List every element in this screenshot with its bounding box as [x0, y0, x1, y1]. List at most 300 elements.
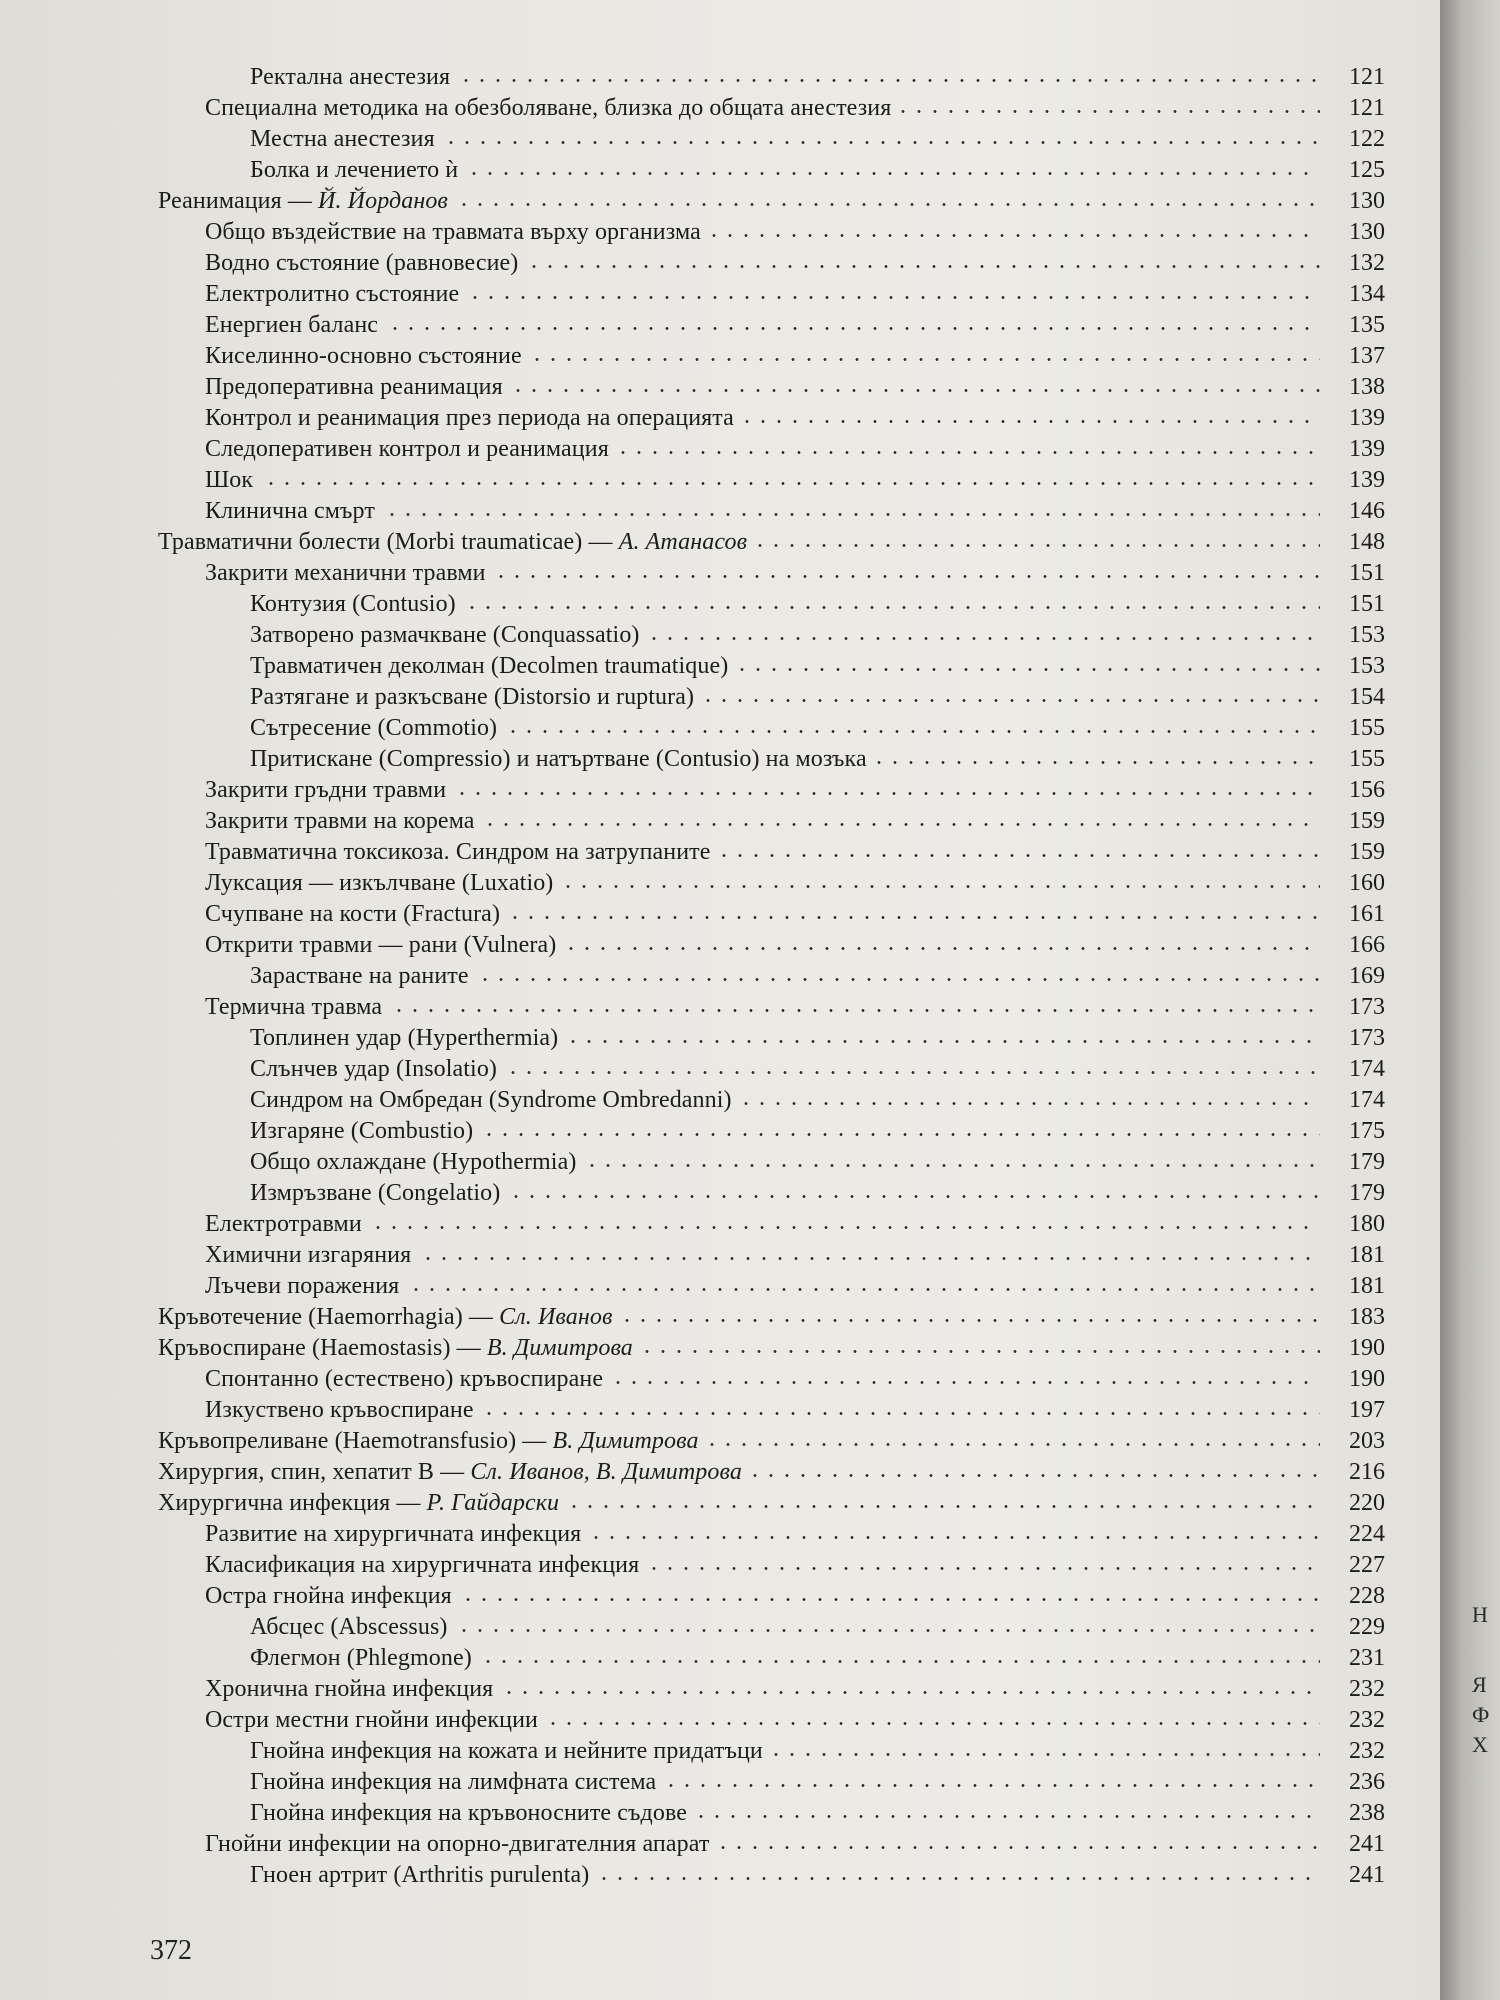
toc-entry-title-text: Болка и лечението ѝ — [250, 157, 459, 183]
toc-entry — [0, 1612, 1440, 1642]
next-page-letter: Х — [1472, 1732, 1488, 1757]
toc-entry — [0, 806, 1440, 836]
toc-dot-leader — [384, 513, 1320, 516]
toc-entry-author: В. Димитрова — [486, 1335, 633, 1361]
toc-entry-title-text: Флегмон (Phlegmone) — [250, 1645, 472, 1671]
toc-entry-page: 224 — [1349, 1521, 1385, 1547]
toc-entry-page: 155 — [1349, 746, 1385, 772]
toc-dot-leader — [482, 823, 1320, 826]
toc-dot-leader — [566, 1505, 1320, 1508]
toc-dot-leader — [706, 234, 1320, 237]
toc-entry-page: 125 — [1349, 157, 1385, 183]
toc-entry-title — [250, 1767, 656, 1797]
toc-entry-page: 181 — [1349, 1242, 1385, 1268]
toc-entry-title-text: Общо въздействие на травмата върху организма — [205, 219, 701, 245]
toc-entry-page: 146 — [1349, 498, 1385, 524]
toc-entry-title — [158, 1333, 633, 1363]
toc-dot-leader — [596, 1877, 1320, 1880]
toc-entry — [0, 1488, 1440, 1518]
toc-entry-title — [205, 930, 556, 960]
toc-entry — [0, 1705, 1440, 1735]
toc-entry-title — [250, 1085, 732, 1115]
toc-entry-page: 241 — [1349, 1862, 1385, 1888]
toc-entry-title-text: Спонтанно (естествено) кръвоспиране — [205, 1366, 604, 1392]
toc-dot-leader — [560, 885, 1320, 888]
toc-dot-leader — [460, 1598, 1320, 1601]
toc-dot-leader — [526, 265, 1320, 268]
toc-dot-leader — [464, 606, 1320, 609]
toc-dot-leader — [545, 1722, 1320, 1725]
toc-dot-leader — [752, 544, 1320, 547]
toc-entry-title — [205, 93, 891, 123]
toc-entry-title-text: Лъчеви поражения — [205, 1273, 400, 1299]
toc-dot-leader — [563, 947, 1320, 950]
toc-entry-title-text: Водно състояние (равновесие) — [205, 250, 519, 276]
toc-entry-page: 121 — [1349, 95, 1385, 121]
toc-entry-page: 151 — [1349, 560, 1385, 586]
toc-entry — [0, 1395, 1440, 1425]
toc-entry-title-text: Притискане (Compressio) и натъртване (Contusio) на мозъка — [250, 746, 867, 772]
toc-entry-title-text: Кръвопреливане (Haemotransfusio) — — [158, 1428, 553, 1454]
toc-entry-title-text: Травматични болести (Morbi traumaticae) — — [158, 529, 619, 555]
toc-entry-page: 232 — [1349, 1738, 1385, 1764]
page-number: 372 — [150, 1935, 192, 1966]
toc-entry — [0, 465, 1440, 495]
next-page-letter: Н — [1472, 1602, 1488, 1627]
toc-entry — [0, 372, 1440, 402]
toc-dot-leader — [391, 1009, 1320, 1012]
toc-entry-title — [205, 279, 459, 309]
toc-entry — [0, 837, 1440, 867]
toc-entry-title — [250, 62, 450, 92]
toc-dot-leader — [615, 451, 1320, 454]
toc-entry-title-text: Топлинен удар (Hyperthermia) — [250, 1025, 559, 1051]
toc-entry-title-text: Кръвотечение (Haemorrhagia) — — [158, 1304, 500, 1330]
toc-entry-page: 228 — [1349, 1583, 1385, 1609]
toc-entry-page: 229 — [1349, 1614, 1385, 1640]
toc-entry — [0, 186, 1440, 216]
toc-entry — [0, 930, 1440, 960]
toc-entry-title — [205, 1395, 474, 1425]
toc-entry — [0, 775, 1440, 805]
toc-entry-page: 155 — [1349, 715, 1385, 741]
toc-entry-title — [250, 155, 458, 185]
toc-entry-title — [205, 775, 446, 805]
toc-dot-leader — [700, 699, 1320, 702]
toc-entry-title-text: Закрити механични травми — [205, 560, 486, 586]
toc-entry — [0, 93, 1440, 123]
toc-entry — [0, 527, 1440, 557]
toc-entry-title — [250, 1116, 473, 1146]
toc-entry-title-text: Контрол и реанимация през периода на операцията — [205, 405, 734, 431]
toc-entry-page: 159 — [1349, 839, 1385, 865]
toc-dot-leader — [610, 1381, 1320, 1384]
toc-entry-title-text: Енергиен баланс — [205, 312, 379, 338]
toc-entry-title-text: Травматичен деколман (Decolmen traumatique) — [250, 653, 729, 679]
toc-dot-leader — [693, 1815, 1320, 1818]
toc-entry-title — [205, 310, 378, 340]
toc-entry-title — [250, 682, 694, 712]
toc-entry-page: 166 — [1349, 932, 1385, 958]
toc-entry-page: 203 — [1349, 1428, 1385, 1454]
toc-dot-leader — [508, 1195, 1320, 1198]
toc-dot-leader — [477, 978, 1320, 981]
toc-entry — [0, 1550, 1440, 1580]
toc-dot-leader — [768, 1753, 1320, 1756]
toc-entry-page: 175 — [1349, 1118, 1385, 1144]
toc-entry-title-text: Счупване на кости (Fractura) — [205, 901, 501, 927]
toc-entry-title — [250, 124, 435, 154]
toc-entry-title-text: Абсцес (Abscessus) — [250, 1614, 448, 1640]
toc-entry — [0, 558, 1440, 588]
toc-entry-title — [205, 1705, 538, 1735]
toc-entry — [0, 651, 1440, 681]
toc-entry-page: 151 — [1349, 591, 1385, 617]
toc-entry-title — [205, 1550, 639, 1580]
toc-entry-title — [205, 1829, 709, 1859]
toc-entry — [0, 310, 1440, 340]
toc-entry-page: 231 — [1349, 1645, 1385, 1671]
toc-entry — [0, 1519, 1440, 1549]
toc-entry-title-text: Хирургия, спин, хепатит B — — [158, 1459, 471, 1485]
toc-entry-title — [205, 496, 375, 526]
toc-entry-page: 181 — [1349, 1273, 1385, 1299]
toc-entry-title-text: Закрити травми на корема — [205, 808, 475, 834]
toc-entry-title — [205, 1519, 581, 1549]
toc-entry-title — [205, 341, 522, 371]
toc-entry-title — [205, 1581, 452, 1611]
toc-entry-title — [205, 1271, 399, 1301]
toc-entry-title-text: Шок — [205, 467, 254, 493]
toc-entry-page: 153 — [1349, 622, 1385, 648]
toc-entry-title — [205, 558, 486, 588]
toc-dot-leader — [584, 1164, 1320, 1167]
toc-entry-title-text: Хронична гнойна инфекция — [205, 1676, 494, 1702]
toc-entry-title — [250, 620, 640, 650]
toc-entry — [0, 1271, 1440, 1301]
toc-entry — [0, 1643, 1440, 1673]
toc-entry — [0, 1240, 1440, 1270]
toc-entry — [0, 248, 1440, 278]
toc-entry-title-text: Синдром на Омбредан (Syndrome Ombredanni) — [250, 1087, 732, 1113]
toc-entry-page: 232 — [1349, 1676, 1385, 1702]
book-gutter — [1440, 0, 1500, 2000]
toc-entry-title-text: Измръзване (Congelatio) — [250, 1180, 501, 1206]
toc-entry-title-text: Електротравми — [205, 1211, 362, 1237]
toc-dot-leader — [458, 79, 1320, 82]
toc-entry — [0, 1178, 1440, 1208]
toc-entry — [0, 899, 1440, 929]
toc-dot-leader — [588, 1536, 1320, 1539]
toc-entry-page: 180 — [1349, 1211, 1385, 1237]
toc-entry-page: 179 — [1349, 1149, 1385, 1175]
toc-entry-title — [158, 1488, 559, 1518]
toc-dot-leader — [739, 420, 1320, 423]
toc-entry-page: 173 — [1349, 994, 1385, 1020]
toc-entry-author: В. Димитрова — [552, 1428, 699, 1454]
toc-entry-page: 134 — [1349, 281, 1385, 307]
toc-entry-title-text: Реанимация — — [158, 188, 319, 214]
toc-entry-page: 130 — [1349, 219, 1385, 245]
toc-entry-page: 183 — [1349, 1304, 1385, 1330]
toc-entry — [0, 589, 1440, 619]
toc-entry — [0, 217, 1440, 247]
toc-dot-leader — [716, 854, 1320, 857]
toc-dot-leader — [493, 575, 1320, 578]
toc-entry — [0, 1736, 1440, 1766]
toc-entry-title-text: Гнойна инфекция на кожата и нейните придатъци — [250, 1738, 763, 1764]
toc-entry — [0, 1767, 1440, 1797]
toc-entry-title — [205, 372, 503, 402]
next-page-letter: Ф — [1472, 1702, 1490, 1727]
toc-entry-page: 238 — [1349, 1800, 1385, 1826]
toc-dot-leader — [529, 358, 1320, 361]
toc-entry-title-text: Гнойна инфекция на лимфната система — [250, 1769, 657, 1795]
toc-entry-page: 153 — [1349, 653, 1385, 679]
toc-entry-page: 169 — [1349, 963, 1385, 989]
toc-dot-leader — [715, 1846, 1320, 1849]
toc-dot-leader — [505, 1071, 1320, 1074]
toc-dot-leader — [510, 389, 1320, 392]
toc-entry-title — [205, 1364, 603, 1394]
toc-entry-page: 241 — [1349, 1831, 1385, 1857]
toc-entry-title — [250, 1736, 763, 1766]
toc-entry-title-text: Разтягане и разкъсване (Distorsio и ruptura) — [250, 684, 695, 710]
toc-entry — [0, 403, 1440, 433]
toc-entry-title — [205, 434, 609, 464]
toc-entry-page: 236 — [1349, 1769, 1385, 1795]
toc-dot-leader — [663, 1784, 1320, 1787]
toc-entry-page: 174 — [1349, 1056, 1385, 1082]
toc-entry-title-text: Местна анестезия — [250, 126, 435, 152]
toc-entry-title — [205, 217, 701, 247]
toc-entry-title-text: Изгаряне (Combustio) — [250, 1118, 474, 1144]
toc-dot-leader — [501, 1691, 1320, 1694]
toc-entry — [0, 1023, 1440, 1053]
toc-entry — [0, 1798, 1440, 1828]
toc-dot-leader — [871, 761, 1320, 764]
toc-entry — [0, 992, 1440, 1022]
toc-entry — [0, 1302, 1440, 1332]
toc-entry-title — [205, 465, 253, 495]
toc-dot-leader — [466, 172, 1320, 175]
toc-entry — [0, 620, 1440, 650]
toc-entry-title-text: Открити травми — рани (Vulnera) — [205, 932, 557, 958]
toc-entry-author: Р. Гайдарски — [426, 1490, 560, 1516]
toc-entry-title-text: Развитие на хирургичната инфекция — [205, 1521, 582, 1547]
toc-entry-title-text: Ректална анестезия — [250, 64, 451, 90]
toc-entry — [0, 1426, 1440, 1456]
toc-entry-title-text: Затворено размачкване (Conquassatio) — [250, 622, 640, 648]
toc-entry-title-text: Остри местни гнойни инфекции — [205, 1707, 538, 1733]
toc-entry — [0, 124, 1440, 154]
toc-entry — [0, 1829, 1440, 1859]
toc-entry — [0, 868, 1440, 898]
next-page-edge-text — [1472, 1600, 1489, 1760]
toc-entry-page: 160 — [1349, 870, 1385, 896]
toc-entry-page: 173 — [1349, 1025, 1385, 1051]
toc-entry — [0, 1209, 1440, 1239]
toc-entry-page: 190 — [1349, 1366, 1385, 1392]
toc-entry-page: 161 — [1349, 901, 1385, 927]
toc-entry — [0, 1085, 1440, 1115]
toc-dot-leader — [456, 203, 1320, 206]
toc-dot-leader — [443, 141, 1320, 144]
toc-entry-title-text: Кръвоспиране (Haemostasis) — — [158, 1335, 487, 1361]
toc-dot-leader — [408, 1288, 1320, 1291]
toc-dot-leader — [263, 482, 1320, 485]
toc-entry — [0, 434, 1440, 464]
toc-entry-page: 156 — [1349, 777, 1385, 803]
toc-dot-leader — [456, 1629, 1320, 1632]
toc-dot-leader — [454, 792, 1320, 795]
toc-entry-title-text: Гноен артрит (Arthritis purulenta) — [250, 1862, 590, 1888]
toc-entry-page: 122 — [1349, 126, 1385, 152]
toc-entry-title — [250, 651, 728, 681]
toc-entry-title — [205, 837, 711, 867]
toc-entry-title — [250, 1178, 500, 1208]
toc-entry — [0, 1054, 1440, 1084]
toc-entry-title-text: Гнойна инфекция на кръвоносните съдове — [250, 1800, 687, 1826]
toc-entry-page: 174 — [1349, 1087, 1385, 1113]
toc-entry-page: 159 — [1349, 808, 1385, 834]
toc-entry — [0, 1581, 1440, 1611]
toc-entry-title — [250, 1798, 687, 1828]
toc-entry-title-text: Зарастване на раните — [250, 963, 469, 989]
toc-entry-title — [205, 1240, 411, 1270]
next-page-letter: Я — [1472, 1672, 1487, 1697]
toc-dot-leader — [646, 1567, 1320, 1570]
toc-entry-page: 220 — [1349, 1490, 1385, 1516]
toc-entry-title-text: Клинична смърт — [205, 498, 375, 524]
toc-entry-title-text: Електролитно състояние — [205, 281, 460, 307]
toc-dot-leader — [565, 1040, 1320, 1043]
toc-dot-leader — [895, 110, 1320, 113]
toc-entry-title — [205, 1674, 493, 1704]
toc-entry-page: 216 — [1349, 1459, 1385, 1485]
toc-entry-page: 138 — [1349, 374, 1385, 400]
toc-entry-title — [205, 899, 500, 929]
toc-entry-title — [250, 1023, 558, 1053]
toc-dot-leader — [387, 327, 1320, 330]
toc-entry-page: 137 — [1349, 343, 1385, 369]
toc-dot-leader — [507, 916, 1320, 919]
toc-entry-title-text: Закрити гръдни травми — [205, 777, 447, 803]
toc-entry-title — [205, 403, 734, 433]
toc-entry-title-text: Слънчев удар (Insolatio) — [250, 1056, 498, 1082]
toc-dot-leader — [646, 637, 1320, 640]
toc-entry-title-text: Изкуствено кръвоспиране — [205, 1397, 474, 1423]
toc-entry-page: 130 — [1349, 188, 1385, 214]
toc-entry — [0, 713, 1440, 743]
toc-entry — [0, 744, 1440, 774]
toc-dot-leader — [639, 1350, 1320, 1353]
toc-entry-page: 232 — [1349, 1707, 1385, 1733]
toc-dot-leader — [370, 1226, 1320, 1229]
toc-entry — [0, 961, 1440, 991]
toc-entry-title-text: Контузия (Contusio) — [250, 591, 456, 617]
toc-entry-title-text: Термична травма — [205, 994, 383, 1020]
toc-entry — [0, 1116, 1440, 1146]
toc-entry-title — [158, 1302, 613, 1332]
toc-entry — [0, 1860, 1440, 1890]
toc-entry-title-text: Сътресение (Commotio) — [250, 715, 498, 741]
toc-entry-page: 121 — [1349, 64, 1385, 90]
toc-entry — [0, 1364, 1440, 1394]
toc-entry-title-text: Специална методика на обезболяване, близка до общата анестезия — [205, 95, 892, 121]
toc-dot-leader — [420, 1257, 1320, 1260]
toc-entry-author: Й. Йорданов — [318, 188, 448, 214]
toc-entry-title — [205, 992, 382, 1022]
toc-entry — [0, 341, 1440, 371]
toc-entry-page: 148 — [1349, 529, 1385, 555]
toc-dot-leader — [480, 1660, 1320, 1663]
toc-entry-title — [205, 806, 475, 836]
toc-entry-title — [158, 1426, 699, 1456]
toc-entry-title-text: Травматична токсикоза. Синдром на затрупаните — [205, 839, 711, 865]
toc-entry-title — [250, 744, 867, 774]
toc-entry-title-text: Гнойни инфекции на опорно-двигателния апарат — [205, 1831, 710, 1857]
toc-dot-leader — [738, 1102, 1320, 1105]
toc-entry-title-text: Хирургична инфекция — — [158, 1490, 427, 1516]
toc-entry-page: 197 — [1349, 1397, 1385, 1423]
toc-entry-title-text: Луксация — изкълчване (Luxatio) — [205, 870, 554, 896]
toc-dot-leader — [747, 1474, 1320, 1477]
toc-entry-title — [250, 961, 469, 991]
toc-dot-leader — [619, 1319, 1320, 1322]
toc-entry — [0, 682, 1440, 712]
toc-entry — [0, 1333, 1440, 1363]
toc-entry-title — [250, 1054, 497, 1084]
toc-entry-page: 139 — [1349, 467, 1385, 493]
toc-entry-title — [250, 1147, 576, 1177]
toc-entry-title-text: Общо охлаждане (Hypothermia) — [250, 1149, 577, 1175]
toc-entry-title — [158, 527, 747, 557]
toc-entry-page: 139 — [1349, 405, 1385, 431]
toc-entry-page: 179 — [1349, 1180, 1385, 1206]
toc-dot-leader — [505, 730, 1320, 733]
toc-entry-page: 135 — [1349, 312, 1385, 338]
toc-entry-author: Сл. Иванов — [499, 1304, 613, 1330]
toc-entry-author: А. Атанасов — [618, 529, 748, 555]
toc-entry-page: 139 — [1349, 436, 1385, 462]
toc-entry-title — [250, 1612, 448, 1642]
toc-entry-title — [250, 1643, 472, 1673]
toc-entry-page: 132 — [1349, 250, 1385, 276]
toc-entry-title — [250, 713, 497, 743]
toc-entry-title — [205, 1209, 362, 1239]
toc-dot-leader — [481, 1133, 1320, 1136]
toc-entry-title-text: Следоперативен контрол и реанимация — [205, 436, 609, 462]
toc-entry-title — [158, 1457, 742, 1487]
toc-entry-title — [250, 589, 456, 619]
toc-entry-author: Сл. Иванов, В. Димитрова — [470, 1459, 742, 1485]
toc-entry-page: 190 — [1349, 1335, 1385, 1361]
toc-entry-title — [158, 186, 448, 216]
toc-entry-title — [250, 1860, 589, 1890]
toc-entry-title-text: Класификация на хирургичната инфекция — [205, 1552, 640, 1578]
toc-entry-title-text: Предоперативна реанимация — [205, 374, 503, 400]
toc-entry — [0, 496, 1440, 526]
toc-entry — [0, 155, 1440, 185]
toc-entry — [0, 1457, 1440, 1487]
toc-entry — [0, 1674, 1440, 1704]
toc-entry-page: 154 — [1349, 684, 1385, 710]
toc-entry-title-text: Химични изгаряния — [205, 1242, 412, 1268]
toc-entry — [0, 279, 1440, 309]
toc-dot-leader — [481, 1412, 1320, 1415]
toc-entry — [0, 62, 1440, 92]
